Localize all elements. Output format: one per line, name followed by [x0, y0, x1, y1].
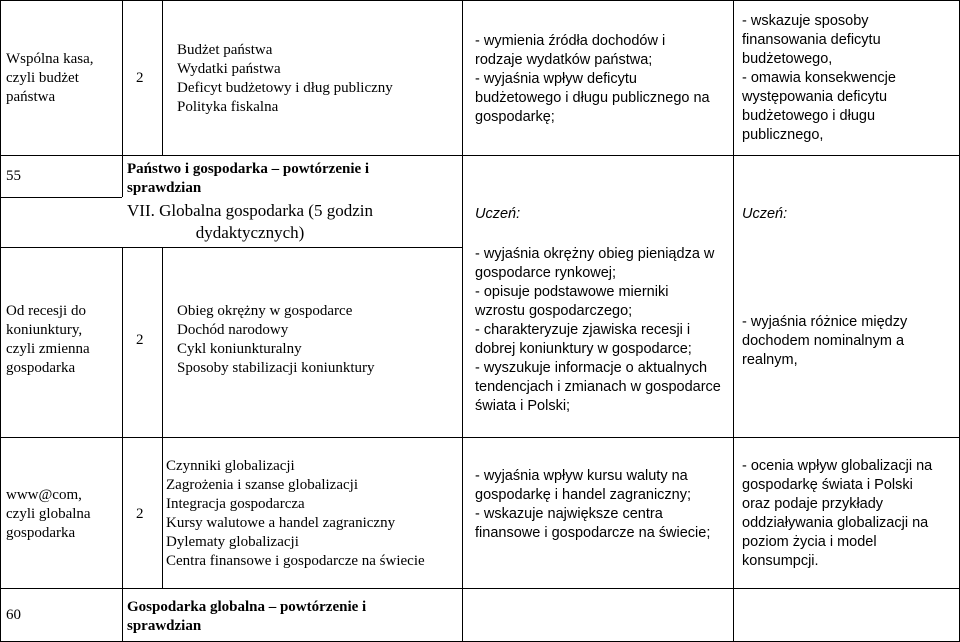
content-line: Obieg okrężny w gospodarce	[177, 303, 353, 319]
content-line: Integracja gospodarcza	[166, 496, 305, 512]
requirement-line: finansowe i gospodarcze na świecie;	[475, 525, 711, 541]
topic-line: gospodarka	[6, 360, 76, 376]
requirement-line: - wyjaśnia wpływ deficytu	[475, 71, 637, 87]
requirement-line: gospodarkę i handel zagraniczny;	[475, 487, 692, 503]
topic-cell	[6, 50, 120, 107]
requirement-line: dochodem nominalnym a	[742, 333, 905, 349]
topic-line: Od recesji do	[6, 303, 86, 319]
topic-cell	[6, 486, 120, 543]
grid-line	[162, 0, 163, 155]
requirement-line: wzrostu gospodarczego;	[475, 303, 633, 319]
requirement-line: tendencjach i zmianach w gospodarce	[475, 379, 721, 395]
requirement-line: - wyjaśnia różnice między	[742, 314, 908, 330]
lesson-number: 55	[6, 168, 21, 184]
content-line: Kursy walutowe a handel zagraniczny	[166, 515, 396, 531]
grid-line	[0, 247, 122, 248]
content-line: Deficyt budżetowy i dług publiczny	[177, 80, 393, 96]
content-line: Zagrożenia i szanse globalizacji	[166, 477, 358, 493]
content-cell	[177, 302, 459, 378]
content-line: Cykl koniunkturalny	[177, 341, 302, 357]
grid-line	[0, 437, 960, 438]
review-lesson-title	[127, 598, 457, 636]
basic-requirements-cell	[475, 467, 730, 543]
basic-requirements-cell	[475, 245, 730, 416]
review-line: sprawdzian	[127, 618, 202, 634]
requirement-line: gospodarce rynkowej;	[475, 265, 617, 281]
basic-requirements-cell	[475, 32, 730, 127]
grid-line	[0, 197, 122, 198]
grid-line	[122, 247, 123, 642]
requirement-line: konsumpcji.	[742, 553, 819, 569]
requirement-line: - wymienia źródła dochodów i	[475, 33, 666, 49]
lesson-number: 60	[6, 607, 21, 623]
requirement-line: oraz podaje przykłady	[742, 496, 884, 512]
requirement-line: - ocenia wpływ globalizacji na	[742, 458, 933, 474]
topic-line: czyli zmienna	[6, 341, 90, 357]
topic-line: Wspólna kasa,	[6, 51, 94, 67]
requirement-line: - wyjaśnia wpływ kursu waluty na	[475, 468, 688, 484]
requirement-line: realnym,	[742, 352, 798, 368]
hours-cell: 2	[136, 70, 144, 86]
topic-line: czyli globalna	[6, 506, 91, 522]
topic-cell	[6, 302, 120, 378]
requirement-line: występowania deficytu	[742, 89, 888, 105]
student-label: Uczeń:	[742, 206, 788, 222]
requirement-line: poziom życia i model	[742, 534, 877, 550]
grid-line	[122, 0, 123, 197]
section-title-line: VII. Globalna gospodarka (5 godzin	[127, 201, 373, 220]
requirement-line: publicznego,	[742, 127, 824, 143]
content-line: Dochód narodowy	[177, 322, 289, 338]
requirement-line: - wyjaśnia okrężny obieg pieniądza w	[475, 246, 715, 262]
section-title	[40, 200, 460, 244]
requirement-line: - charakteryzuje zjawiska recesji i	[475, 322, 691, 338]
requirement-line: - wskazuje sposoby	[742, 13, 869, 29]
extended-requirements-cell	[742, 313, 957, 370]
topic-line: koniunktury,	[6, 322, 83, 338]
requirement-line: - omawia konsekwencje	[742, 70, 896, 86]
grid-line	[733, 0, 734, 642]
content-cell	[177, 41, 459, 117]
review-line: sprawdzian	[127, 180, 202, 196]
grid-line	[0, 0, 1, 642]
content-line: Budżet państwa	[177, 42, 273, 58]
grid-line	[0, 588, 960, 589]
review-lesson-title	[127, 160, 457, 198]
hours-cell: 2	[136, 332, 144, 348]
grid-line	[162, 247, 163, 588]
requirement-line: - wyszukuje informacje o aktualnych	[475, 360, 708, 376]
topic-line: gospodarka	[6, 525, 76, 541]
content-line: Czynniki globalizacji	[166, 458, 295, 474]
requirement-line: dobrej koniunktury w gospodarce;	[475, 341, 692, 357]
requirement-line: gospodarkę świata i Polski	[742, 477, 913, 493]
topic-line: państwa	[6, 89, 56, 105]
requirement-line: budżetowego,	[742, 51, 833, 67]
review-line: Państwo i gospodarka – powtórzenie i	[127, 161, 370, 177]
content-line: Dylematy globalizacji	[166, 534, 299, 550]
topic-line: www@com,	[6, 487, 82, 503]
requirement-line: - wskazuje największe centra	[475, 506, 663, 522]
content-line: Centra finansowe i gospodarcze na świecie	[166, 553, 425, 569]
hours-cell: 2	[136, 506, 144, 522]
grid-line	[462, 0, 463, 642]
content-line: Polityka fiskalna	[177, 99, 279, 115]
content-line: Wydatki państwa	[177, 61, 281, 77]
requirement-line: świata i Polski;	[475, 398, 571, 414]
content-line: Sposoby stabilizacji koniunktury	[177, 360, 375, 376]
grid-line	[0, 0, 960, 1]
extended-requirements-cell	[742, 457, 957, 571]
review-line: Gospodarka globalna – powtórzenie i	[127, 599, 367, 615]
requirement-line: gospodarkę;	[475, 109, 555, 125]
requirement-line: rodzaje wydatków państwa;	[475, 52, 653, 68]
requirement-line: - opisuje podstawowe mierniki	[475, 284, 669, 300]
requirement-line: budżetowego i długu	[742, 108, 876, 124]
content-cell	[166, 457, 461, 571]
grid-line	[122, 247, 462, 248]
requirement-line: budżetowego i długu publicznego na	[475, 90, 710, 106]
topic-line: czyli budżet	[6, 70, 79, 86]
section-title-line: dydaktycznych)	[195, 223, 305, 242]
extended-requirements-cell	[742, 12, 957, 145]
requirement-line: finansowania deficytu	[742, 32, 881, 48]
grid-line	[0, 155, 960, 156]
requirement-line: oddziaływania globalizacji na	[742, 515, 929, 531]
student-label: Uczeń:	[475, 206, 521, 222]
